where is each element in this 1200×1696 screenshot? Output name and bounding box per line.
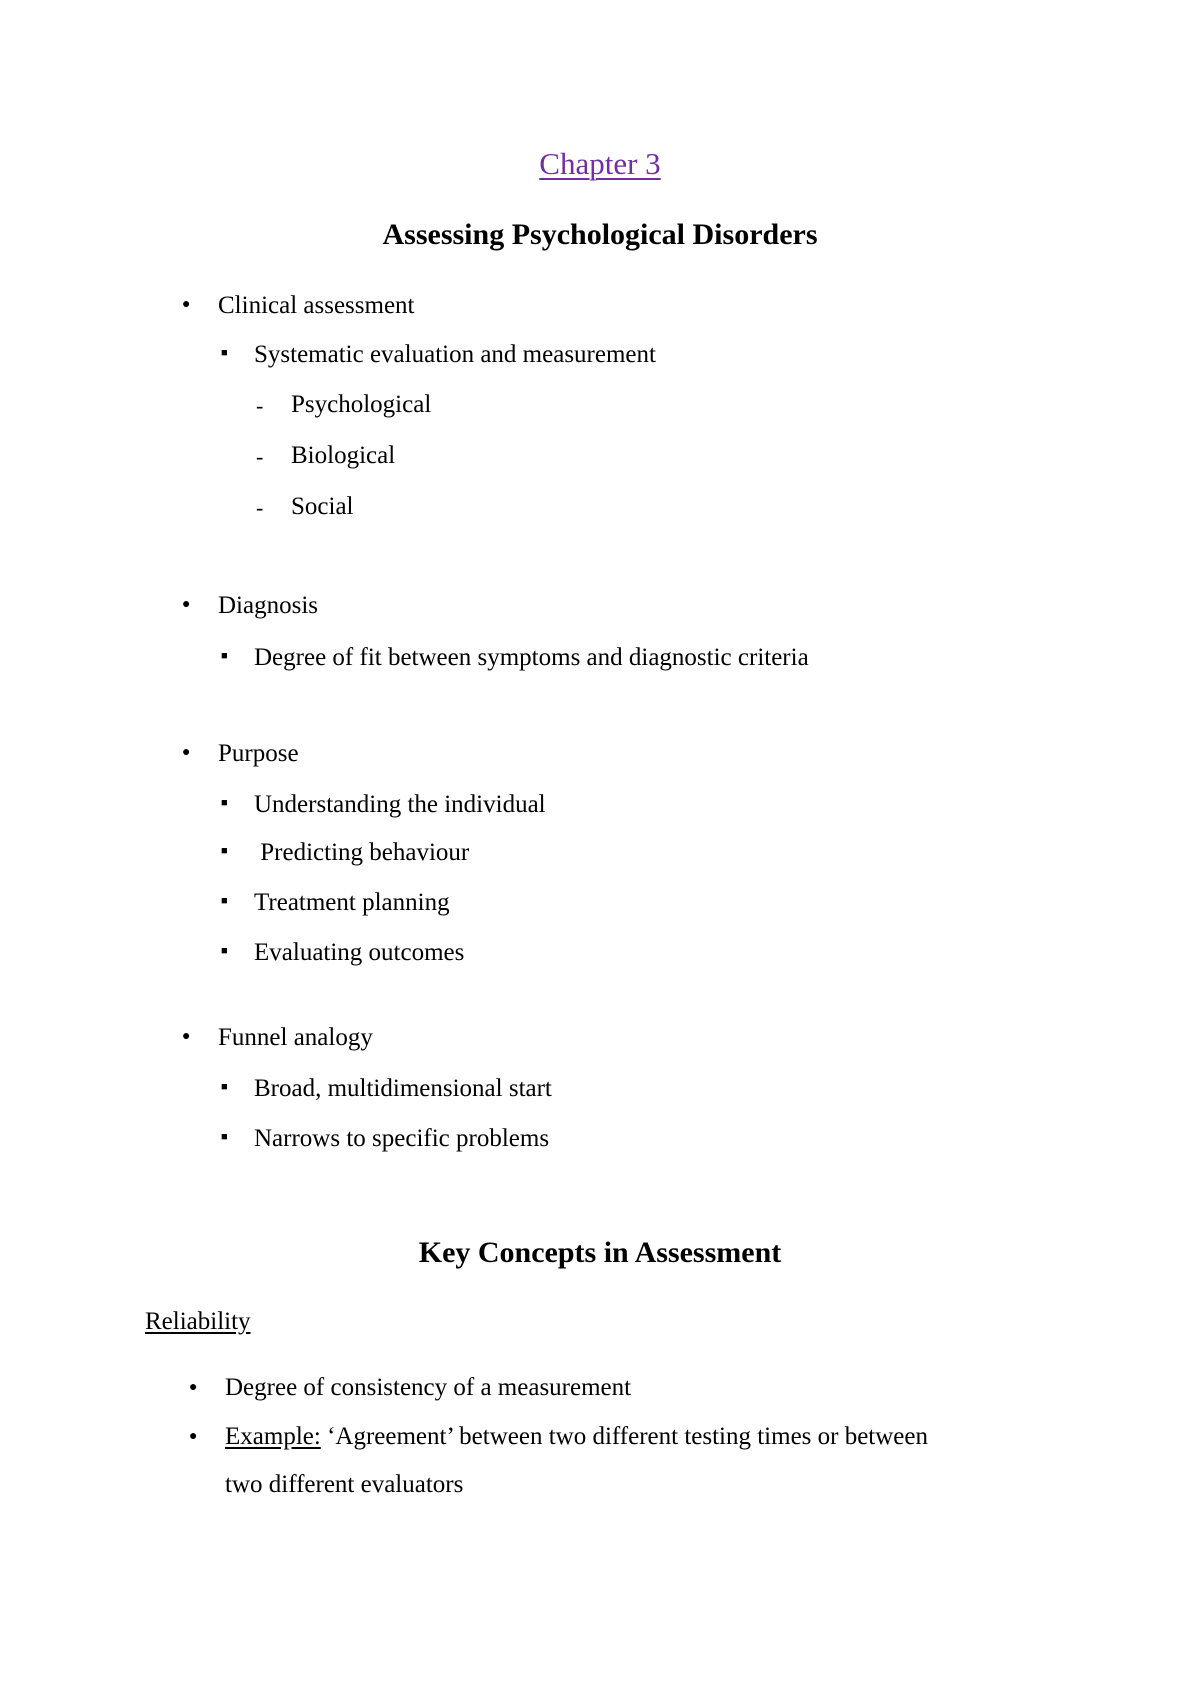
sub-item: Systematic evaluation and measurement xyxy=(254,341,656,368)
example-text: ‘Agreement’ between two different testing times or between xyxy=(320,1423,929,1450)
list-item-heading: Purpose xyxy=(218,740,299,767)
bullet-square-icon: ■ xyxy=(221,945,228,957)
bullet-disc-icon: ● xyxy=(189,1380,198,1395)
reliability-heading: Reliability xyxy=(145,1308,251,1335)
list-item: Degree of consistency of a measurement xyxy=(225,1374,632,1401)
sub-sub-item: Psychological xyxy=(291,391,432,418)
bullet-disc-icon: ● xyxy=(182,1029,191,1044)
sub-item: Degree of fit between symptoms and diagnostic criteria xyxy=(254,644,809,671)
bullet-square-icon: ■ xyxy=(221,1131,228,1143)
dash-icon: - xyxy=(256,444,264,469)
page-title: Assessing Psychological Disorders xyxy=(382,218,818,251)
bullet-square-icon: ■ xyxy=(221,650,228,662)
sub-item: Evaluating outcomes xyxy=(254,939,465,966)
bullet-disc-icon: ● xyxy=(182,297,191,312)
bullet-square-icon: ■ xyxy=(221,1081,228,1093)
list-item-heading: Clinical assessment xyxy=(218,292,415,319)
sub-item: Treatment planning xyxy=(254,889,450,916)
sub-sub-item: Social xyxy=(291,493,354,520)
sub-item: Predicting behaviour xyxy=(254,839,470,866)
dash-icon: - xyxy=(256,495,264,520)
bullet-square-icon: ■ xyxy=(221,845,228,857)
sub-item: Broad, multidimensional start xyxy=(254,1075,552,1102)
example-label: Example: xyxy=(225,1423,321,1450)
list-item xyxy=(225,1423,928,1451)
bullet-disc-icon: ● xyxy=(189,1429,198,1444)
dash-icon: - xyxy=(256,393,264,418)
bullet-square-icon: ■ xyxy=(221,347,228,359)
chapter-label: Chapter 3 xyxy=(539,146,661,181)
list-item-heading: Diagnosis xyxy=(218,592,318,619)
sub-item: Narrows to specific problems xyxy=(254,1125,550,1152)
list-item-continuation: two different evaluators xyxy=(225,1471,464,1498)
bullet-square-icon: ■ xyxy=(221,895,228,907)
bullet-disc-icon: ● xyxy=(182,597,191,612)
section-title: Key Concepts in Assessment xyxy=(418,1236,782,1269)
sub-item: Understanding the individual xyxy=(254,791,546,818)
sub-sub-item: Biological xyxy=(291,442,396,469)
list-item-heading: Funnel analogy xyxy=(218,1024,373,1051)
bullet-square-icon: ■ xyxy=(221,797,228,809)
bullet-disc-icon: ● xyxy=(182,745,191,760)
